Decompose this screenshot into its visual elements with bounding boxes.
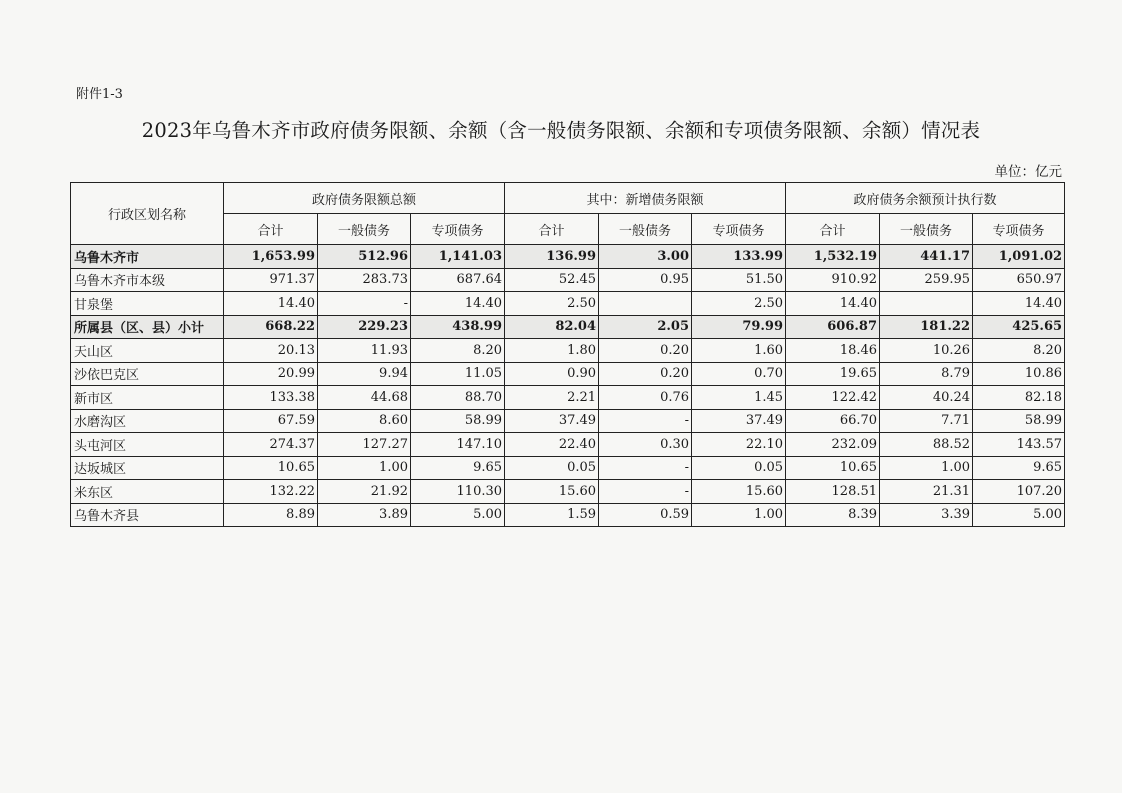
value-cell: 58.99 [973, 409, 1065, 433]
value-cell: 3.00 [599, 245, 692, 269]
value-cell: 668.22 [224, 315, 318, 339]
value-cell: 3.39 [880, 503, 973, 527]
value-cell: 88.70 [411, 386, 505, 410]
value-cell: 51.50 [692, 268, 786, 292]
value-cell: 229.23 [318, 315, 411, 339]
value-cell: 438.99 [411, 315, 505, 339]
group-header-limit-total: 政府债务限额总额 [224, 183, 505, 214]
region-name-cell: 甘泉堡 [71, 292, 224, 316]
value-cell: 971.37 [224, 268, 318, 292]
value-cell: 9.94 [318, 362, 411, 386]
value-cell: 0.20 [599, 339, 692, 363]
table-row [71, 503, 1065, 527]
value-cell: 133.99 [692, 245, 786, 269]
value-cell: 5.00 [411, 503, 505, 527]
value-cell: 1.00 [692, 503, 786, 527]
value-cell: 14.40 [786, 292, 880, 316]
value-cell: 0.20 [599, 362, 692, 386]
value-cell: 2.50 [692, 292, 786, 316]
value-cell: 7.71 [880, 409, 973, 433]
value-cell: 1.59 [505, 503, 599, 527]
group-header-balance: 政府债务余额预计执行数 [786, 183, 1065, 214]
page-title: 2023年乌鲁木齐市政府债务限额、余额（含一般债务限额、余额和专项债务限额、余额）情况表 [141, 119, 981, 142]
value-cell: 147.10 [411, 433, 505, 457]
value-cell: - [318, 292, 411, 316]
value-cell: - [599, 409, 692, 433]
unit-label: 单位：亿元 [994, 164, 1062, 180]
value-cell: 14.40 [224, 292, 318, 316]
subheader-cell: 合计 [224, 214, 318, 245]
value-cell: 18.46 [786, 339, 880, 363]
value-cell: 136.99 [505, 245, 599, 269]
value-cell: 0.70 [692, 362, 786, 386]
table-row [71, 268, 1065, 292]
subheader-cell: 专项债务 [973, 214, 1065, 245]
value-cell: 143.57 [973, 433, 1065, 457]
value-cell: 110.30 [411, 480, 505, 504]
region-name-cell: 米东区 [71, 480, 224, 504]
region-name-cell: 所属县（区、县）小计 [71, 315, 224, 339]
value-cell: 15.60 [505, 480, 599, 504]
value-cell: 2.21 [505, 386, 599, 410]
value-cell [880, 292, 973, 316]
value-cell [599, 292, 692, 316]
subheader-cell: 一般债务 [599, 214, 692, 245]
value-cell: 40.24 [880, 386, 973, 410]
value-cell: 128.51 [786, 480, 880, 504]
attachment-label: 附件1-3 [76, 87, 123, 102]
value-cell: 0.76 [599, 386, 692, 410]
value-cell: 15.60 [692, 480, 786, 504]
value-cell: 181.22 [880, 315, 973, 339]
value-cell: 0.05 [692, 456, 786, 480]
value-cell: 82.18 [973, 386, 1065, 410]
table-row [71, 315, 1065, 339]
region-name-cell: 达坂城区 [71, 456, 224, 480]
value-cell: 66.70 [786, 409, 880, 433]
value-cell: 82.04 [505, 315, 599, 339]
region-name-cell: 沙依巴克区 [71, 362, 224, 386]
value-cell: 132.22 [224, 480, 318, 504]
value-cell: 37.49 [692, 409, 786, 433]
value-cell: 10.86 [973, 362, 1065, 386]
value-cell: 1.80 [505, 339, 599, 363]
value-cell: 9.65 [411, 456, 505, 480]
value-cell: 20.99 [224, 362, 318, 386]
value-cell: 512.96 [318, 245, 411, 269]
subheader-cell: 一般债务 [318, 214, 411, 245]
value-cell: 2.50 [505, 292, 599, 316]
value-cell: 1,091.02 [973, 245, 1065, 269]
value-cell: 52.45 [505, 268, 599, 292]
value-cell: 127.27 [318, 433, 411, 457]
value-cell: 88.52 [880, 433, 973, 457]
value-cell: 687.64 [411, 268, 505, 292]
subheader-cell: 合计 [786, 214, 880, 245]
value-cell: 5.00 [973, 503, 1065, 527]
value-cell: 58.99 [411, 409, 505, 433]
value-cell: 10.65 [224, 456, 318, 480]
value-cell: 3.89 [318, 503, 411, 527]
value-cell: 11.93 [318, 339, 411, 363]
value-cell: 0.05 [505, 456, 599, 480]
value-cell: 0.59 [599, 503, 692, 527]
value-cell: 10.26 [880, 339, 973, 363]
table-row [71, 339, 1065, 363]
region-name-cell: 乌鲁木齐市本级 [71, 268, 224, 292]
value-cell: 425.65 [973, 315, 1065, 339]
value-cell: 22.10 [692, 433, 786, 457]
table-row [71, 456, 1065, 480]
region-name-cell: 头屯河区 [71, 433, 224, 457]
value-cell: 21.92 [318, 480, 411, 504]
value-cell: 441.17 [880, 245, 973, 269]
region-name-cell: 乌鲁木齐市 [71, 245, 224, 269]
value-cell: 8.20 [411, 339, 505, 363]
table-row [71, 362, 1065, 386]
value-cell: 14.40 [411, 292, 505, 316]
value-cell: 122.42 [786, 386, 880, 410]
value-cell: 107.20 [973, 480, 1065, 504]
value-cell: 133.38 [224, 386, 318, 410]
value-cell: 1.00 [318, 456, 411, 480]
value-cell: 283.73 [318, 268, 411, 292]
table-row [71, 386, 1065, 410]
value-cell: 650.97 [973, 268, 1065, 292]
table-row [71, 433, 1065, 457]
value-cell: 2.05 [599, 315, 692, 339]
value-cell: 22.40 [505, 433, 599, 457]
value-cell: 8.89 [224, 503, 318, 527]
subheader-cell: 一般债务 [880, 214, 973, 245]
value-cell: 9.65 [973, 456, 1065, 480]
region-name-cell: 天山区 [71, 339, 224, 363]
value-cell: 19.65 [786, 362, 880, 386]
subheader-cell: 专项债务 [411, 214, 505, 245]
value-cell: 910.92 [786, 268, 880, 292]
value-cell: 11.05 [411, 362, 505, 386]
value-cell: 21.31 [880, 480, 973, 504]
table-row [71, 245, 1065, 269]
value-cell: 232.09 [786, 433, 880, 457]
value-cell: 1.00 [880, 456, 973, 480]
value-cell: 67.59 [224, 409, 318, 433]
region-name-cell: 水磨沟区 [71, 409, 224, 433]
table-row [71, 292, 1065, 316]
value-cell: 8.20 [973, 339, 1065, 363]
value-cell: 79.99 [692, 315, 786, 339]
subheader-cell: 合计 [505, 214, 599, 245]
value-cell: 1,653.99 [224, 245, 318, 269]
value-cell: 14.40 [973, 292, 1065, 316]
subheader-cell: 专项债务 [692, 214, 786, 245]
region-name-cell: 乌鲁木齐县 [71, 503, 224, 527]
value-cell: 8.39 [786, 503, 880, 527]
value-cell: 1.45 [692, 386, 786, 410]
value-cell: 1,532.19 [786, 245, 880, 269]
region-header: 行政区划名称 [71, 183, 224, 245]
debt-table [70, 182, 1065, 527]
value-cell: 606.87 [786, 315, 880, 339]
value-cell: 1.60 [692, 339, 786, 363]
group-header-new-limit: 其中：新增债务限额 [505, 183, 786, 214]
value-cell: 0.95 [599, 268, 692, 292]
value-cell: - [599, 480, 692, 504]
value-cell: 259.95 [880, 268, 973, 292]
value-cell: 1,141.03 [411, 245, 505, 269]
table-row [71, 480, 1065, 504]
value-cell: 37.49 [505, 409, 599, 433]
value-cell: 44.68 [318, 386, 411, 410]
value-cell: 274.37 [224, 433, 318, 457]
table-row [71, 409, 1065, 433]
value-cell: 8.79 [880, 362, 973, 386]
value-cell: 10.65 [786, 456, 880, 480]
value-cell: - [599, 456, 692, 480]
region-name-cell: 新市区 [71, 386, 224, 410]
value-cell: 20.13 [224, 339, 318, 363]
value-cell: 0.90 [505, 362, 599, 386]
value-cell: 0.30 [599, 433, 692, 457]
value-cell: 8.60 [318, 409, 411, 433]
